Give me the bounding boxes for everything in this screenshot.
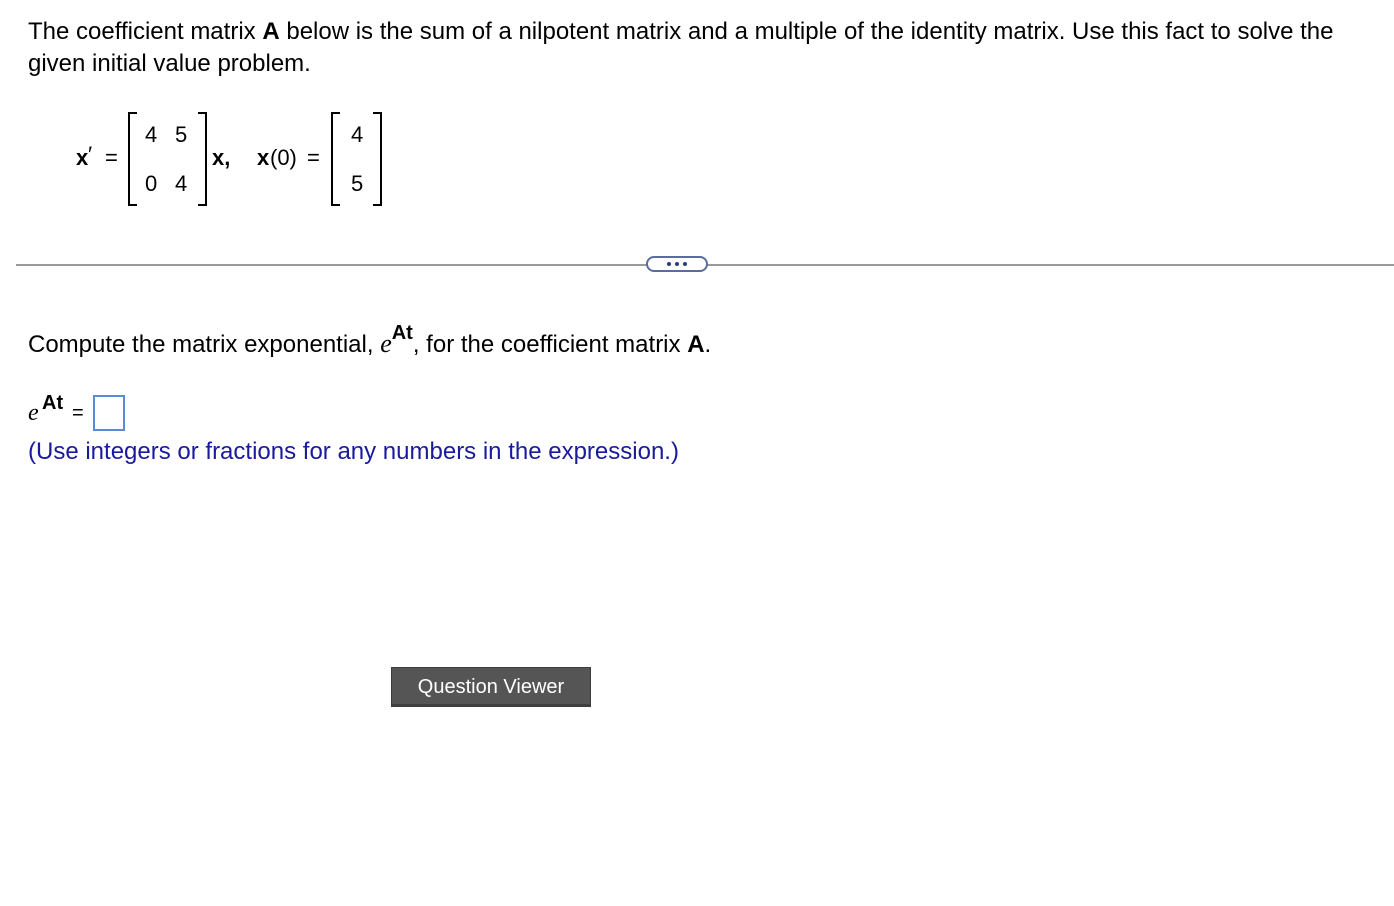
x-vector-multiplier: x, [212,145,231,170]
answer-exponent: At [42,392,64,414]
initial-x-symbol: x [257,145,270,170]
initial-vector-entry-1: 4 [351,122,364,147]
vector-right-bracket [373,112,382,206]
question-viewer-button[interactable]: Question Viewer [391,667,591,707]
initial-value-problem [0,112,420,212]
intro-text-1: The coefficient matrix [28,18,263,45]
answer-input[interactable] [93,395,125,431]
expand-more-button[interactable] [646,256,708,272]
intro-matrix-symbol: A [262,18,280,45]
answer-e-symbol: e [28,400,39,426]
equals-sign: = [105,145,118,170]
matrix-right-bracket [198,112,207,206]
x-vector-symbol: x [76,145,89,170]
matrix-cell-2-2: 4 [175,171,188,196]
prompt-matrix-symbol: A [687,331,705,358]
intro-text-2: below is the sum of a nilpotent matrix and a multiple of the identity matrix. Use this fact to solve the given initial value problem. [28,18,1334,77]
question-intro [28,16,1368,80]
ellipsis-dot-icon [683,262,687,266]
vector-left-bracket [331,112,340,206]
question-prompt [28,322,712,362]
prompt-text-3: . [704,331,712,358]
ellipsis-dot-icon [675,262,679,266]
prompt-text-2: , for the coefficient matrix [412,331,688,358]
initial-equals-sign: = [307,145,320,170]
initial-argument: (0) [270,145,297,170]
answer-row [28,392,228,436]
matrix-left-bracket [128,112,137,206]
answer-equals-sign: = [72,402,84,424]
matrix-cell-1-2: 5 [175,122,188,147]
matrix-cell-2-1: 0 [145,171,158,196]
ellipsis-dot-icon [667,262,671,266]
prompt-exponent: At [391,322,413,344]
initial-vector-entry-2: 5 [351,171,364,196]
prompt-text-1: Compute the matrix exponential, [28,331,381,358]
prompt-e-symbol: e [380,329,392,358]
prime-mark: ′ [88,142,93,167]
answer-hint: (Use integers or fractions for any numbers in the expression.) [28,438,679,465]
matrix-cell-1-1: 4 [145,122,158,147]
